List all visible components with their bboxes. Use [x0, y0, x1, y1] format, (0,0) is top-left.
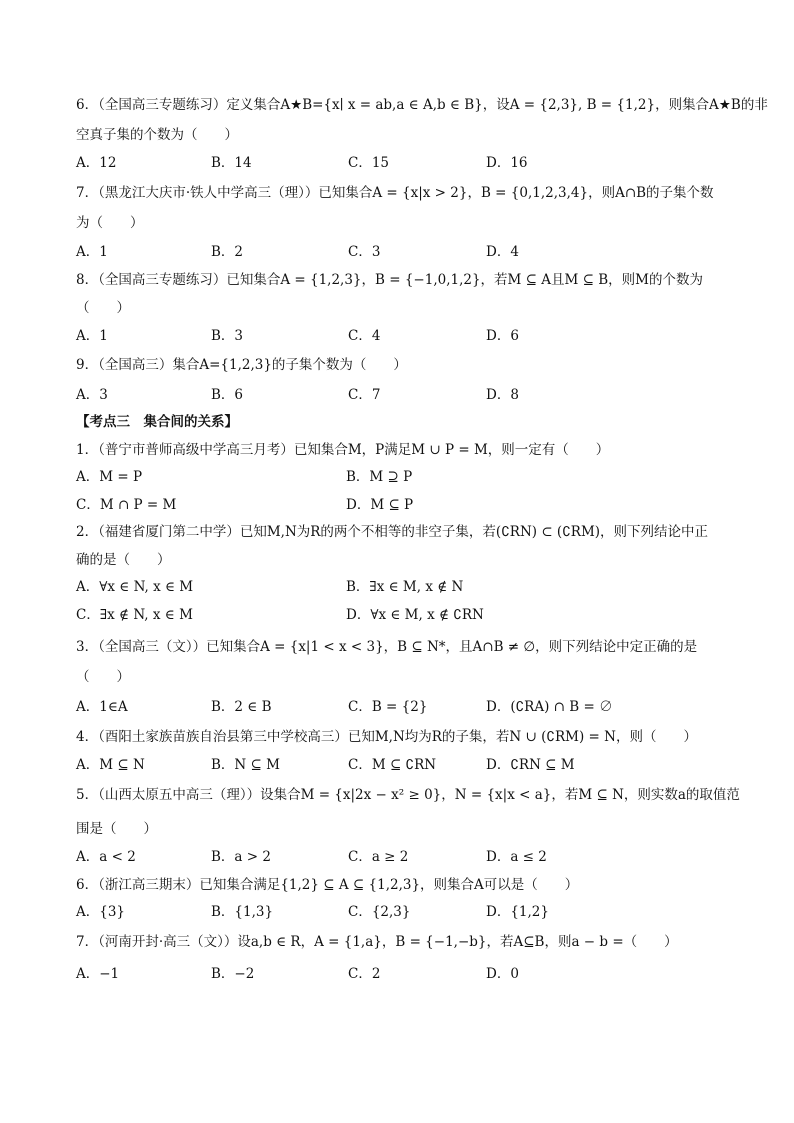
option-a: A．M = P: [76, 469, 143, 485]
option-a: A．M ⊆ N: [76, 757, 145, 773]
option-a: A．1∈A: [76, 699, 128, 715]
option-a: A．1: [76, 244, 108, 260]
option-c: C．15: [348, 155, 390, 171]
option-c: C．M ⊆ ∁RN: [348, 757, 437, 773]
option-a: A．{3}: [76, 904, 126, 920]
option-b: B．{1,3}: [211, 904, 274, 920]
option-a: A．1: [76, 328, 108, 344]
option-d: D．16: [486, 155, 528, 171]
question-3-line-1: 3．（全国高三（文））已知集合A = {x|1 < x < 3}，B ⊆ N*，且A∩B ≠ ∅，则下列结论中定正确的是: [76, 639, 698, 655]
option-d: D．6: [486, 328, 519, 344]
option-b: B．a > 2: [211, 849, 271, 865]
question-1-line-1: 1．（普宁市普师高级中学高三月考）已知集合M，P满足M ∪ P = M，则一定有（ ）: [76, 442, 610, 458]
option-a: A．12: [76, 155, 117, 171]
question-2-line-2: 确的是（ ）: [76, 552, 171, 568]
option-b: B．−2: [211, 966, 255, 982]
question-6b-line-1: 6．（浙江高三期末）已知集合满足{1,2} ⊆ A ⊆ {1,2,3}，则集合A可以是（ ）: [76, 877, 579, 893]
option-c: C．{2,3}: [348, 904, 411, 920]
question-2-line-1: 2．（福建省厦门第二中学）已知M,N为R的两个不相等的非空子集，若(∁RN) ⊂ (∁RM)，则下列结论中正: [76, 524, 709, 540]
option-d: D．M ⊆ P: [346, 497, 414, 513]
option-d: D．∀x ∈ M, x ∉ ∁RN: [346, 607, 484, 623]
question-3-line-2: （ ）: [76, 669, 130, 685]
question-7b-line-1: 7．（河南开封·高三（文））设a,b ∈ R，A = {1,a}，B = {−1,−b}，若A⊆B，则a − b =（ ）: [76, 934, 678, 950]
question-8-line-2: （ ）: [76, 300, 130, 316]
option-d: D．a ≤ 2: [486, 849, 547, 865]
option-d: D．0: [486, 966, 519, 982]
option-b: B．2: [211, 244, 244, 260]
option-b: B．3: [211, 328, 244, 344]
option-c: C．7: [348, 387, 381, 403]
option-a: A．3: [76, 387, 108, 403]
option-b: B．∃x ∈ M, x ∉ N: [346, 579, 464, 595]
option-c: C．4: [348, 328, 381, 344]
option-c: C．M ∩ P = M: [76, 497, 177, 513]
question-8-line-1: 8．（全国高三专题练习）已知集合A = {1,2,3}，B = {−1,0,1,2}，若M ⊆ A且M ⊆ B，则M的个数为: [76, 272, 703, 288]
question-5-line-2: 围是（ ）: [76, 821, 157, 837]
question-6-line-1: 6．（全国高三专题练习）定义集合A★B={x∣ x = ab,a ∈ A,b ∈ B}，设A = {2,3}, B = {1,2}，则集合A★B的非: [76, 97, 768, 113]
question-5-line-1: 5．（山西太原五中高三（理））设集合M = {x|2x − x² ≥ 0}，N = {x|x < a}，若M ⊆ N，则实数a的取值范: [76, 787, 740, 803]
option-d: D．4: [486, 244, 519, 260]
question-9-line-1: 9．（全国高三）集合A={1,2,3}的子集个数为（ ）: [76, 357, 407, 373]
option-b: B．14: [211, 155, 252, 171]
option-b: B．N ⊆ M: [211, 757, 280, 773]
option-b: B．6: [211, 387, 244, 403]
option-d: D．{1,2}: [486, 904, 549, 920]
question-6-line-2: 空真子集的个数为（ ）: [76, 127, 238, 143]
question-4-line-1: 4．（酉阳土家族苗族自治县第三中学校高三）已知M,N均为R的子集，若N ∪ (∁RM) = N，则（ ）: [76, 729, 697, 745]
option-c: C．a ≥ 2: [348, 849, 409, 865]
option-a: A．a < 2: [76, 849, 136, 865]
option-b: B．2 ∈ B: [211, 699, 272, 715]
question-7-line-1: 7．（黑龙江大庆市·铁人中学高三（理））已知集合A = {x|x > 2}，B = {0,1,2,3,4}，则A∩B的子集个数: [76, 185, 714, 201]
option-c: C．∃x ∉ N, x ∈ M: [76, 607, 193, 623]
option-d: D．∁RN ⊆ M: [486, 757, 575, 773]
option-c: C．2: [348, 966, 381, 982]
question-7-line-2: 为（ ）: [76, 215, 144, 231]
option-b: B．M ⊇ P: [346, 469, 413, 485]
option-c: C．B = {2}: [348, 699, 428, 715]
section-heading: 【考点三 集合间的关系】: [76, 414, 238, 430]
option-d: D．8: [486, 387, 519, 403]
option-c: C．3: [348, 244, 381, 260]
option-a: A．−1: [76, 966, 120, 982]
option-d: D．(∁RA) ∩ B = ∅: [486, 699, 613, 715]
option-a: A．∀x ∈ N, x ∈ M: [76, 579, 194, 595]
